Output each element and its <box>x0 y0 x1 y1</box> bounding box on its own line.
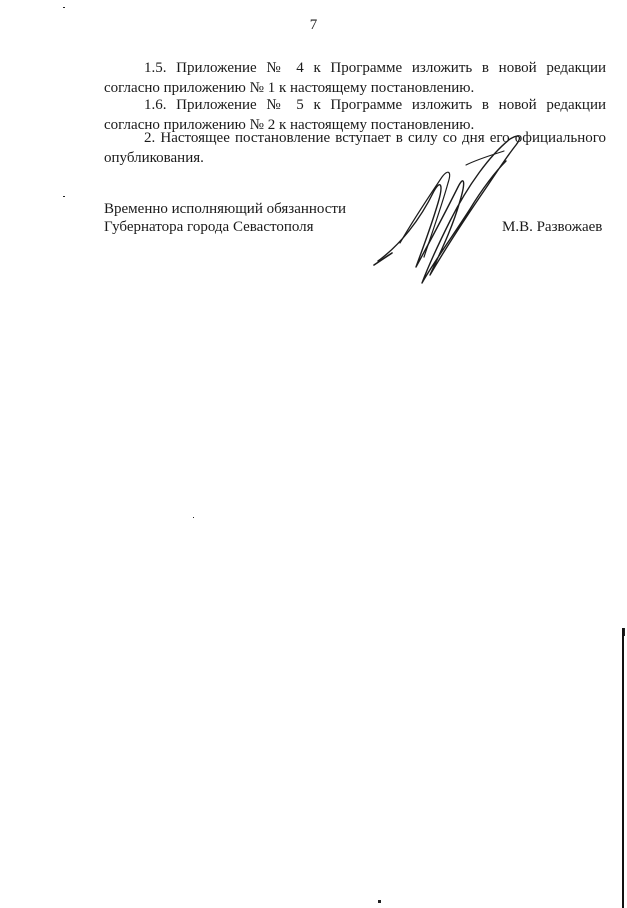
scan-speck <box>193 517 194 518</box>
signatory-title <box>104 200 346 236</box>
paragraph-first-line: 1.6. Приложение № 5 к Программе изложить в новой редакции <box>144 97 606 113</box>
scan-edge-line <box>622 628 624 908</box>
signatory-name: М.В. Развожаев <box>502 219 603 235</box>
scan-speck <box>63 7 65 8</box>
paragraph-continuation: согласно приложению № 1 к настоящему постановлению. <box>104 80 475 96</box>
paragraph-continuation: опубликования. <box>104 150 204 166</box>
scan-speck <box>63 196 65 197</box>
paragraph-2 <box>104 128 606 168</box>
signatory-title-line-1: Временно исполняющий обязанности <box>104 201 347 217</box>
handwritten-signature <box>370 125 530 290</box>
paragraph-first-line: 1.5. Приложение № 4 к Программе изложить в новой редакции <box>144 60 606 76</box>
paragraph-first-line: 2. Настоящее постановление вступает в силу со дня его официального <box>144 130 606 146</box>
scan-speck <box>378 900 381 903</box>
page-number: 7 <box>309 17 318 33</box>
paragraph-continuation: согласно приложению № 2 к настоящему постановлению. <box>104 117 475 133</box>
signatory-title-line-2: Губернатора города Севастополя <box>104 219 314 235</box>
paragraph-1-5 <box>104 58 606 98</box>
